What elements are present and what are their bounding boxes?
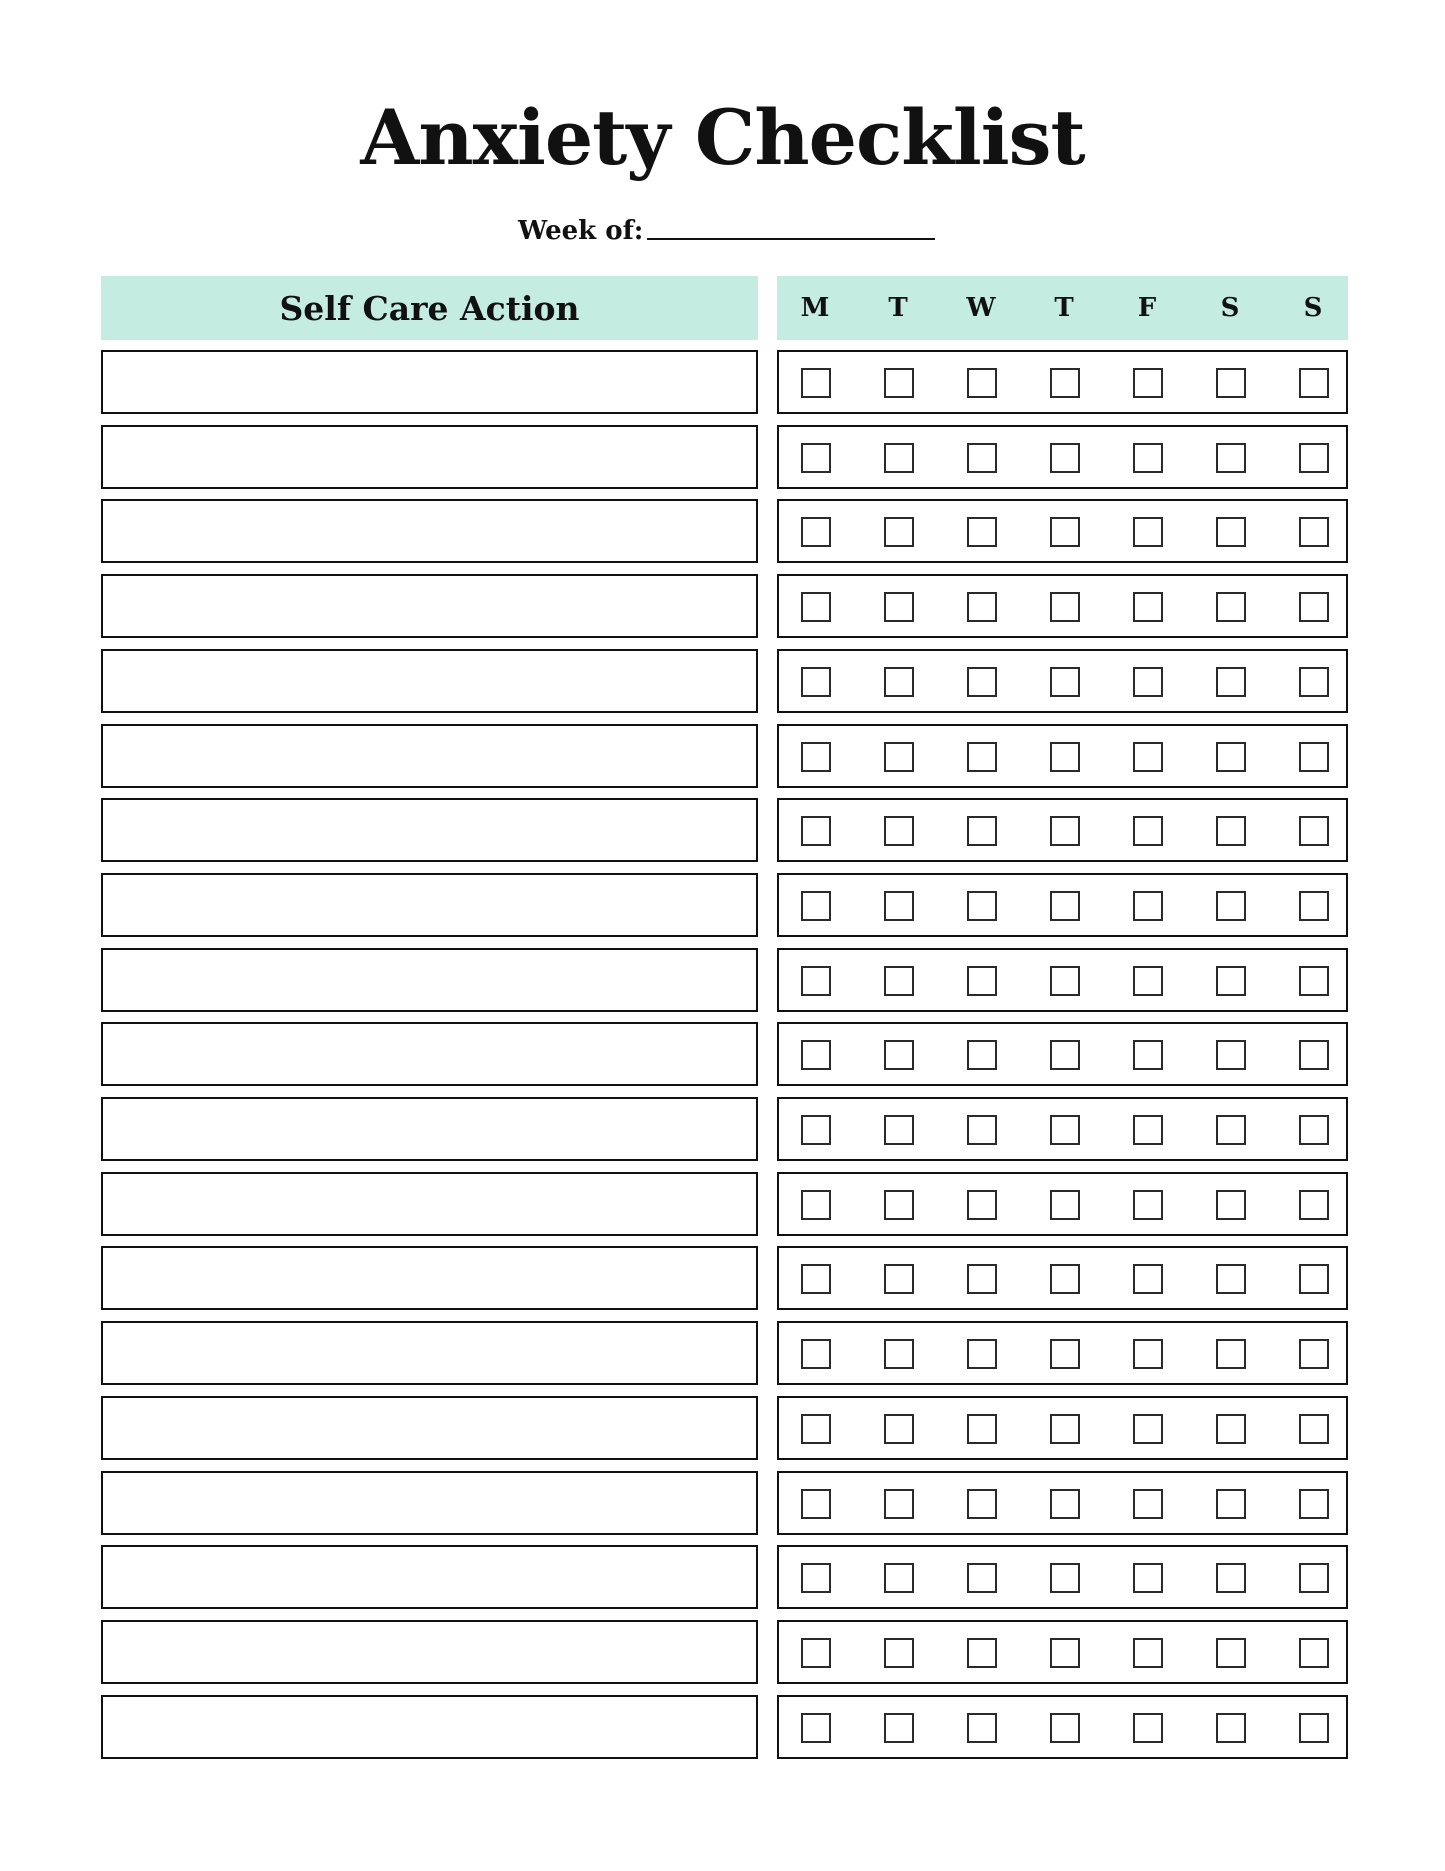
- day-checkbox-5[interactable]: [1216, 1563, 1246, 1593]
- day-header-2: W: [966, 293, 996, 323]
- day-header-0: M: [800, 293, 830, 323]
- day-checkbox-1[interactable]: [884, 1264, 914, 1294]
- day-checkbox-1[interactable]: [884, 1339, 914, 1369]
- day-checkbox-5[interactable]: [1216, 1190, 1246, 1220]
- day-checkbox-1[interactable]: [884, 1190, 914, 1220]
- table-row: [0, 1471, 1445, 1535]
- day-checkbox-0[interactable]: [801, 1638, 831, 1668]
- day-checkbox-6[interactable]: [1299, 1414, 1329, 1444]
- day-checkbox-2[interactable]: [967, 742, 997, 772]
- self-care-action-input[interactable]: [101, 1695, 758, 1759]
- day-checkbox-2[interactable]: [967, 443, 997, 473]
- day-checkbox-group: [777, 1620, 1348, 1684]
- day-checkbox-group: [777, 1097, 1348, 1161]
- day-checkbox-4[interactable]: [1133, 592, 1163, 622]
- day-header-4: F: [1137, 293, 1157, 323]
- day-checkbox-6[interactable]: [1299, 1339, 1329, 1369]
- week-of-field: [518, 212, 935, 246]
- day-checkbox-3[interactable]: [1050, 1115, 1080, 1145]
- day-checkbox-5[interactable]: [1216, 1638, 1246, 1668]
- day-checkbox-group: [777, 1695, 1348, 1759]
- self-care-action-input[interactable]: [101, 1471, 758, 1535]
- table-row: [0, 425, 1445, 489]
- day-checkbox-3[interactable]: [1050, 1563, 1080, 1593]
- day-checkbox-6[interactable]: [1299, 1190, 1329, 1220]
- table-row: [0, 1246, 1445, 1310]
- day-checkbox-0[interactable]: [801, 1713, 831, 1743]
- day-checkbox-3[interactable]: [1050, 517, 1080, 547]
- day-checkbox-4[interactable]: [1133, 1563, 1163, 1593]
- day-checkbox-4[interactable]: [1133, 1638, 1163, 1668]
- day-checkbox-group: [777, 948, 1348, 1012]
- day-checkbox-5[interactable]: [1216, 966, 1246, 996]
- day-header-6: S: [1303, 293, 1323, 323]
- day-checkbox-1[interactable]: [884, 1563, 914, 1593]
- self-care-action-header: [101, 276, 758, 340]
- day-checkbox-group: [777, 574, 1348, 638]
- day-checkbox-0[interactable]: [801, 592, 831, 622]
- day-checkbox-6[interactable]: [1299, 966, 1329, 996]
- day-checkbox-1[interactable]: [884, 1489, 914, 1519]
- day-checkbox-0[interactable]: [801, 517, 831, 547]
- day-checkbox-4[interactable]: [1133, 1414, 1163, 1444]
- page-title: Anxiety Checklist: [360, 93, 1085, 182]
- self-care-action-input[interactable]: [101, 574, 758, 638]
- day-checkbox-5[interactable]: [1216, 1713, 1246, 1743]
- day-checkbox-1[interactable]: [884, 667, 914, 697]
- table-row: [0, 1321, 1445, 1385]
- day-checkbox-4[interactable]: [1133, 1339, 1163, 1369]
- table-row: [0, 948, 1445, 1012]
- day-checkbox-2[interactable]: [967, 1638, 997, 1668]
- day-checkbox-2[interactable]: [967, 891, 997, 921]
- day-checkbox-5[interactable]: [1216, 891, 1246, 921]
- day-checkbox-5[interactable]: [1216, 816, 1246, 846]
- day-checkbox-1[interactable]: [884, 517, 914, 547]
- day-checkbox-2[interactable]: [967, 1563, 997, 1593]
- day-checkbox-group: [777, 1396, 1348, 1460]
- day-checkbox-5[interactable]: [1216, 1040, 1246, 1070]
- day-checkbox-2[interactable]: [967, 667, 997, 697]
- day-checkbox-6[interactable]: [1299, 1115, 1329, 1145]
- day-checkbox-5[interactable]: [1216, 667, 1246, 697]
- day-checkbox-6[interactable]: [1299, 1040, 1329, 1070]
- day-checkbox-5[interactable]: [1216, 368, 1246, 398]
- day-checkbox-4[interactable]: [1133, 816, 1163, 846]
- table-row: [0, 1695, 1445, 1759]
- table-row: [0, 1545, 1445, 1609]
- day-checkbox-3[interactable]: [1050, 1040, 1080, 1070]
- table-row: [0, 873, 1445, 937]
- day-checkbox-2[interactable]: [967, 1190, 997, 1220]
- table-row: [0, 649, 1445, 713]
- day-checkbox-3[interactable]: [1050, 592, 1080, 622]
- day-checkbox-2[interactable]: [967, 368, 997, 398]
- day-checkbox-1[interactable]: [884, 443, 914, 473]
- self-care-action-input[interactable]: [101, 649, 758, 713]
- day-header-5: S: [1220, 293, 1240, 323]
- day-checkbox-3[interactable]: [1050, 368, 1080, 398]
- self-care-action-input[interactable]: [101, 873, 758, 937]
- self-care-action-input[interactable]: [101, 499, 758, 563]
- day-checkbox-1[interactable]: [884, 742, 914, 772]
- day-checkbox-4[interactable]: [1133, 966, 1163, 996]
- table-row: [0, 1620, 1445, 1684]
- day-checkbox-0[interactable]: [801, 742, 831, 772]
- week-of-label: Week of:: [518, 216, 644, 246]
- day-checkbox-0[interactable]: [801, 667, 831, 697]
- table-row: [0, 499, 1445, 563]
- self-care-action-input[interactable]: [101, 798, 758, 862]
- day-checkbox-6[interactable]: [1299, 443, 1329, 473]
- day-checkbox-group: [777, 1246, 1348, 1310]
- day-checkbox-3[interactable]: [1050, 1190, 1080, 1220]
- day-checkbox-group: [777, 499, 1348, 563]
- day-checkbox-group: [777, 1022, 1348, 1086]
- day-checkbox-6[interactable]: [1299, 1563, 1329, 1593]
- day-checkbox-2[interactable]: [967, 1414, 997, 1444]
- day-checkbox-0[interactable]: [801, 966, 831, 996]
- day-checkbox-1[interactable]: [884, 1638, 914, 1668]
- day-checkbox-5[interactable]: [1216, 517, 1246, 547]
- day-checkbox-4[interactable]: [1133, 742, 1163, 772]
- day-checkbox-3[interactable]: [1050, 1489, 1080, 1519]
- days-header: [777, 276, 1348, 340]
- day-checkbox-2[interactable]: [967, 1489, 997, 1519]
- day-checkbox-2[interactable]: [967, 816, 997, 846]
- day-checkbox-2[interactable]: [967, 966, 997, 996]
- day-checkbox-6[interactable]: [1299, 592, 1329, 622]
- self-care-action-input[interactable]: [101, 1321, 758, 1385]
- day-checkbox-0[interactable]: [801, 891, 831, 921]
- self-care-action-input[interactable]: [101, 1022, 758, 1086]
- day-checkbox-2[interactable]: [967, 1040, 997, 1070]
- self-care-action-input[interactable]: [101, 1545, 758, 1609]
- day-checkbox-2[interactable]: [967, 1264, 997, 1294]
- day-checkbox-group: [777, 798, 1348, 862]
- day-checkbox-0[interactable]: [801, 1115, 831, 1145]
- day-checkbox-3[interactable]: [1050, 742, 1080, 772]
- day-checkbox-0[interactable]: [801, 1339, 831, 1369]
- day-checkbox-1[interactable]: [884, 1040, 914, 1070]
- self-care-action-input[interactable]: [101, 1396, 758, 1460]
- table-row: [0, 1396, 1445, 1460]
- day-checkbox-6[interactable]: [1299, 742, 1329, 772]
- day-checkbox-4[interactable]: [1133, 1115, 1163, 1145]
- day-checkbox-3[interactable]: [1050, 1638, 1080, 1668]
- day-checkbox-3[interactable]: [1050, 667, 1080, 697]
- day-checkbox-6[interactable]: [1299, 1638, 1329, 1668]
- day-checkbox-4[interactable]: [1133, 1264, 1163, 1294]
- day-checkbox-3[interactable]: [1050, 891, 1080, 921]
- day-checkbox-2[interactable]: [967, 517, 997, 547]
- self-care-action-input[interactable]: [101, 1620, 758, 1684]
- day-checkbox-4[interactable]: [1133, 1190, 1163, 1220]
- day-checkbox-1[interactable]: [884, 966, 914, 996]
- day-checkbox-0[interactable]: [801, 368, 831, 398]
- self-care-action-input[interactable]: [101, 948, 758, 1012]
- day-checkbox-1[interactable]: [884, 1713, 914, 1743]
- table-row: [0, 1097, 1445, 1161]
- day-checkbox-2[interactable]: [967, 1339, 997, 1369]
- week-of-input-line[interactable]: [647, 238, 935, 240]
- day-checkbox-0[interactable]: [801, 1489, 831, 1519]
- day-checkbox-0[interactable]: [801, 443, 831, 473]
- day-checkbox-6[interactable]: [1299, 517, 1329, 547]
- day-checkbox-group: [777, 1471, 1348, 1535]
- table-row: [0, 798, 1445, 862]
- self-care-action-input[interactable]: [101, 425, 758, 489]
- day-checkbox-3[interactable]: [1050, 1264, 1080, 1294]
- day-checkbox-5[interactable]: [1216, 742, 1246, 772]
- day-checkbox-5[interactable]: [1216, 1264, 1246, 1294]
- day-checkbox-4[interactable]: [1133, 891, 1163, 921]
- day-checkbox-6[interactable]: [1299, 667, 1329, 697]
- day-checkbox-5[interactable]: [1216, 443, 1246, 473]
- day-checkbox-4[interactable]: [1133, 1713, 1163, 1743]
- day-checkbox-2[interactable]: [967, 1713, 997, 1743]
- day-checkbox-6[interactable]: [1299, 1713, 1329, 1743]
- day-checkbox-3[interactable]: [1050, 1339, 1080, 1369]
- day-checkbox-4[interactable]: [1133, 517, 1163, 547]
- day-checkbox-6[interactable]: [1299, 368, 1329, 398]
- day-checkbox-0[interactable]: [801, 1563, 831, 1593]
- day-header-3: T: [1054, 293, 1074, 323]
- day-checkbox-3[interactable]: [1050, 1414, 1080, 1444]
- day-checkbox-group: [777, 649, 1348, 713]
- table-row: [0, 724, 1445, 788]
- day-checkbox-5[interactable]: [1216, 1489, 1246, 1519]
- table-row: [0, 1022, 1445, 1086]
- day-checkbox-group: [777, 1321, 1348, 1385]
- day-checkbox-1[interactable]: [884, 816, 914, 846]
- day-checkbox-group: [777, 425, 1348, 489]
- day-checkbox-4[interactable]: [1133, 368, 1163, 398]
- day-checkbox-1[interactable]: [884, 1115, 914, 1145]
- day-checkbox-0[interactable]: [801, 816, 831, 846]
- day-checkbox-1[interactable]: [884, 368, 914, 398]
- day-checkbox-4[interactable]: [1133, 1489, 1163, 1519]
- day-checkbox-2[interactable]: [967, 1115, 997, 1145]
- day-checkbox-2[interactable]: [967, 592, 997, 622]
- day-checkbox-3[interactable]: [1050, 816, 1080, 846]
- day-checkbox-group: [777, 1545, 1348, 1609]
- day-checkbox-5[interactable]: [1216, 1414, 1246, 1444]
- day-checkbox-3[interactable]: [1050, 966, 1080, 996]
- day-header-1: T: [888, 293, 908, 323]
- day-checkbox-0[interactable]: [801, 1040, 831, 1070]
- day-checkbox-4[interactable]: [1133, 667, 1163, 697]
- self-care-action-input[interactable]: [101, 1097, 758, 1161]
- day-checkbox-1[interactable]: [884, 891, 914, 921]
- day-checkbox-group: [777, 350, 1348, 414]
- day-checkbox-0[interactable]: [801, 1190, 831, 1220]
- self-care-action-header-label: Self Care Action: [279, 288, 580, 328]
- day-checkbox-5[interactable]: [1216, 1339, 1246, 1369]
- day-checkbox-0[interactable]: [801, 1264, 831, 1294]
- day-checkbox-3[interactable]: [1050, 443, 1080, 473]
- day-checkbox-3[interactable]: [1050, 1713, 1080, 1743]
- day-checkbox-1[interactable]: [884, 1414, 914, 1444]
- self-care-action-input[interactable]: [101, 1172, 758, 1236]
- self-care-action-input[interactable]: [101, 350, 758, 414]
- table-row: [0, 350, 1445, 414]
- day-checkbox-group: [777, 1172, 1348, 1236]
- day-checkbox-0[interactable]: [801, 1414, 831, 1444]
- day-checkbox-group: [777, 873, 1348, 937]
- day-checkbox-group: [777, 724, 1348, 788]
- table-row: [0, 574, 1445, 638]
- self-care-action-input[interactable]: [101, 724, 758, 788]
- day-checkbox-5[interactable]: [1216, 1115, 1246, 1145]
- day-checkbox-6[interactable]: [1299, 816, 1329, 846]
- day-checkbox-6[interactable]: [1299, 891, 1329, 921]
- day-checkbox-5[interactable]: [1216, 592, 1246, 622]
- day-checkbox-6[interactable]: [1299, 1489, 1329, 1519]
- day-checkbox-1[interactable]: [884, 592, 914, 622]
- self-care-action-input[interactable]: [101, 1246, 758, 1310]
- day-checkbox-4[interactable]: [1133, 443, 1163, 473]
- day-checkbox-4[interactable]: [1133, 1040, 1163, 1070]
- table-row: [0, 1172, 1445, 1236]
- day-checkbox-6[interactable]: [1299, 1264, 1329, 1294]
